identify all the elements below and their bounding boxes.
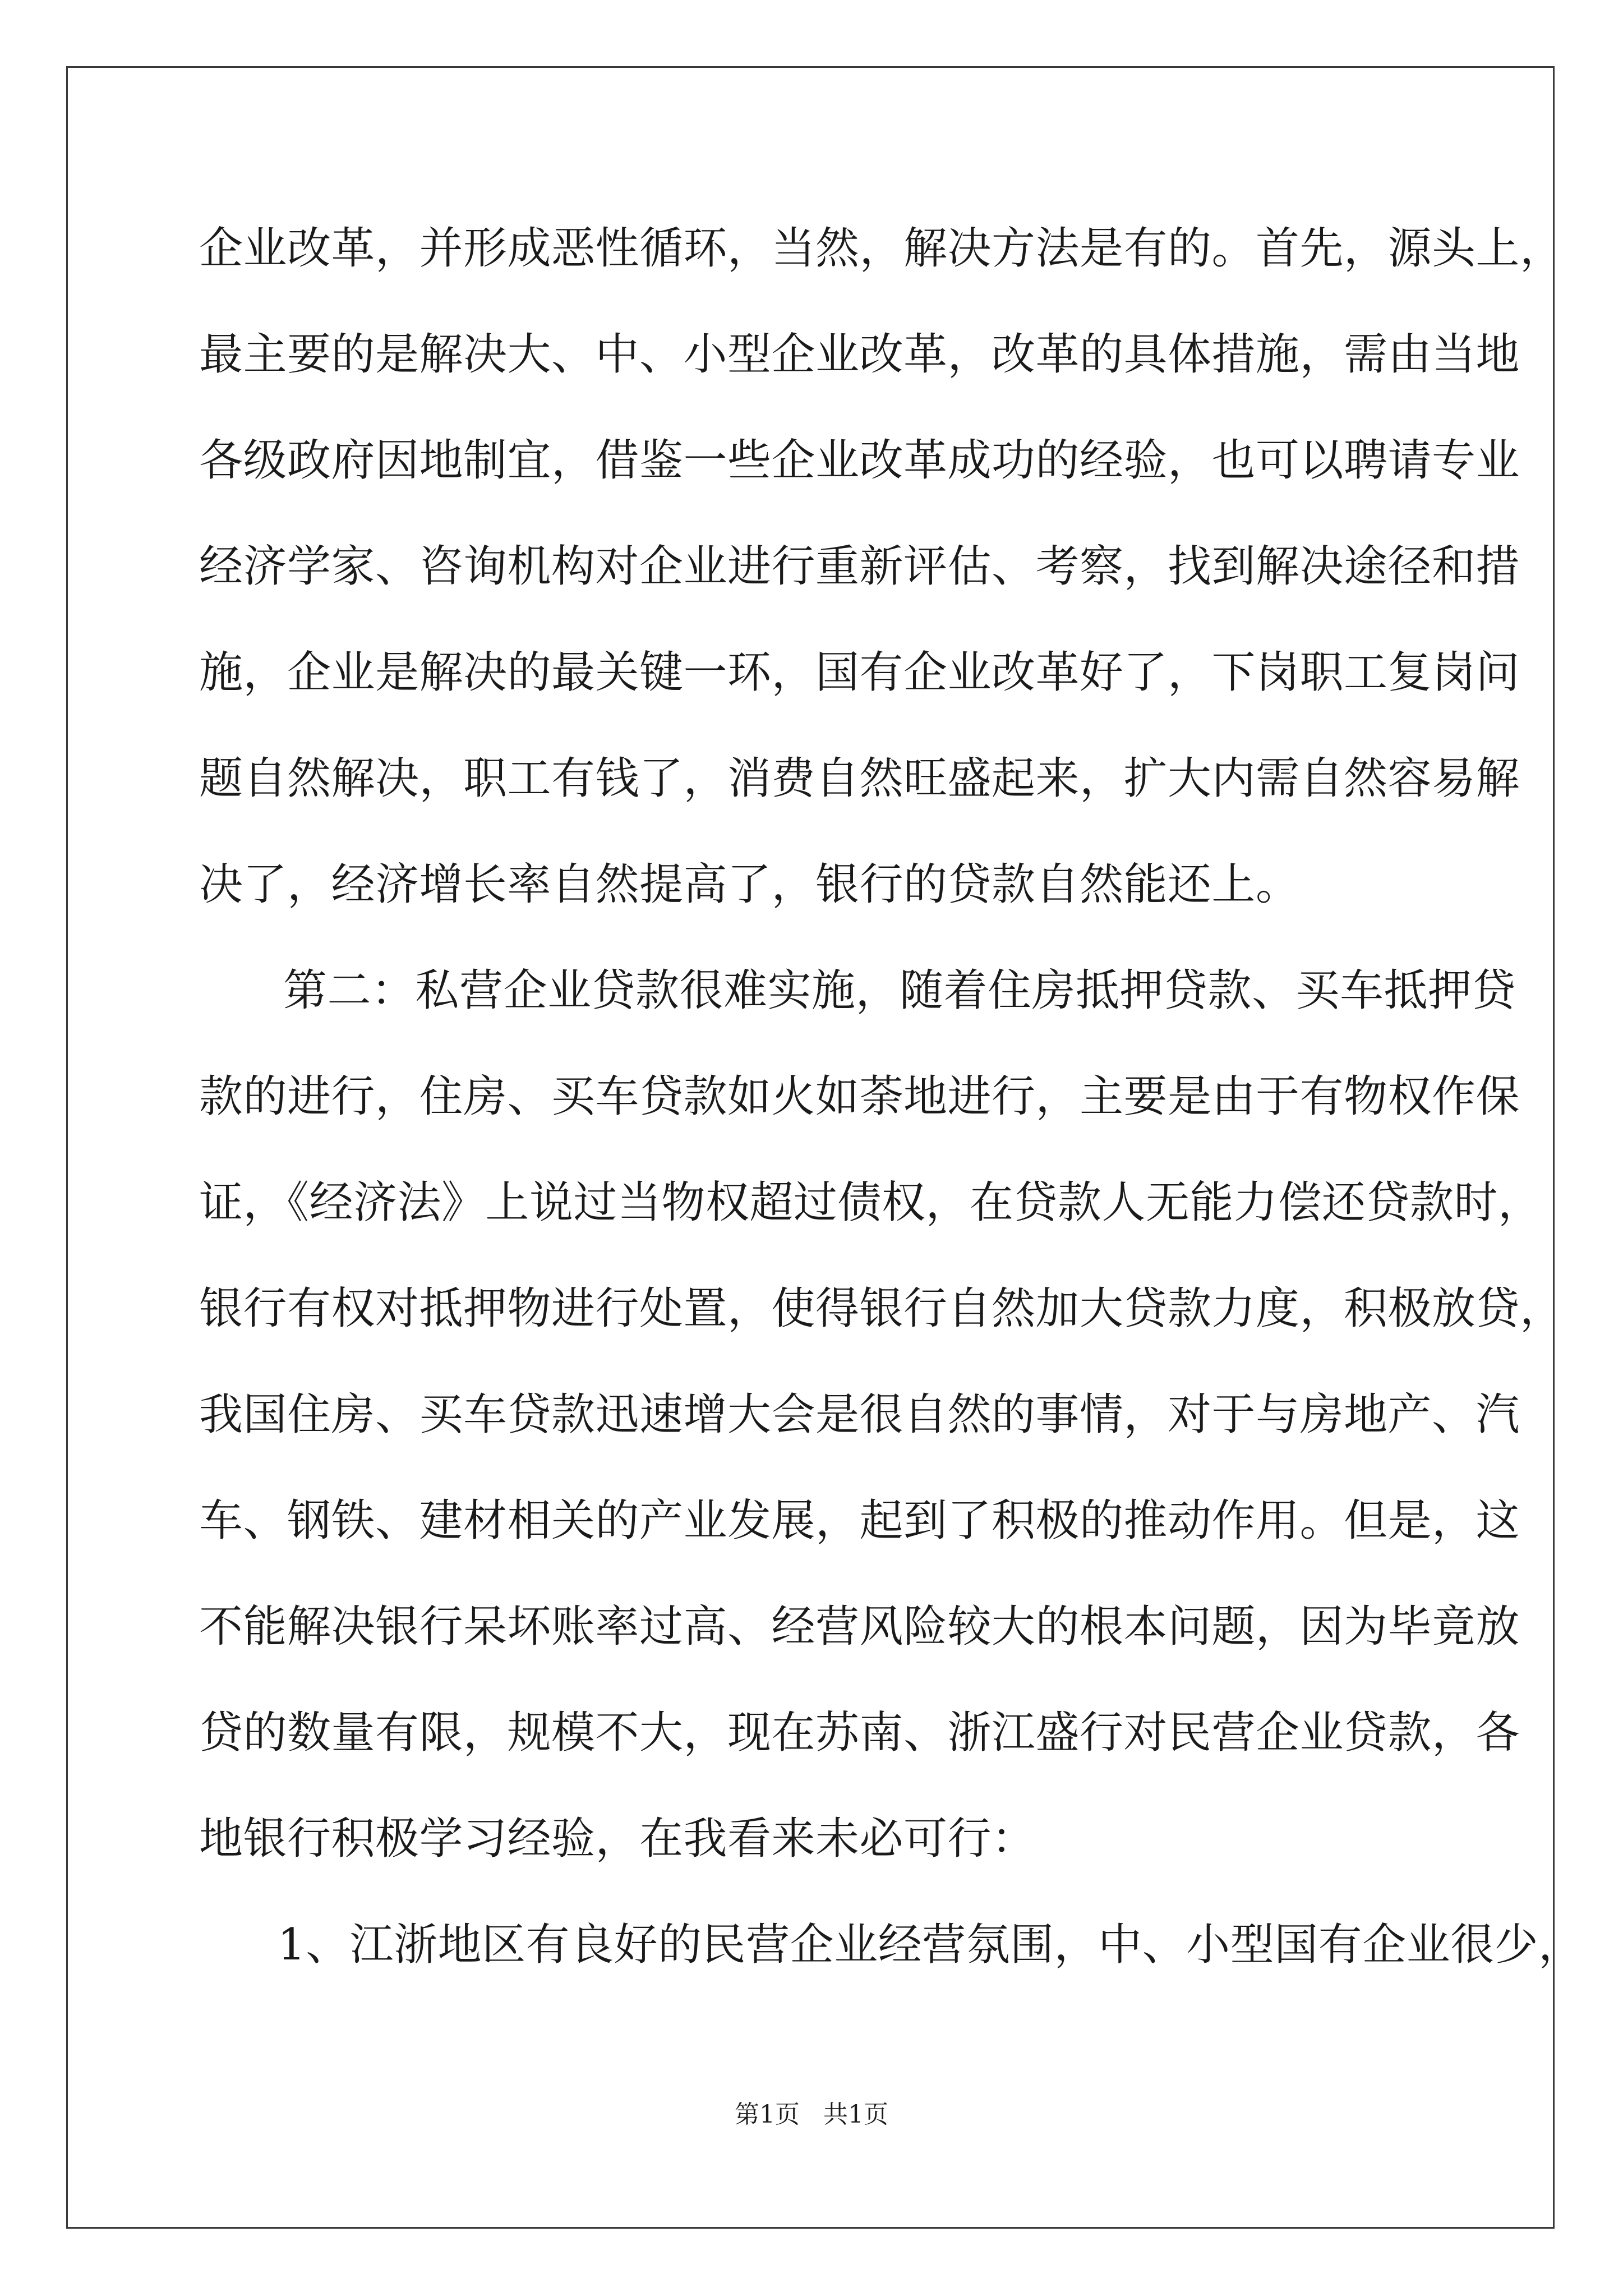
text-line: 地银行积极学习经验，在我看来未必可行： xyxy=(199,1814,1036,1864)
paragraph-first-line: 1、江浙地区有良好的民营企业经营氛围，中、小型国有企业很少， xyxy=(278,1920,1583,1970)
text-line: 题自然解决，职工有钱了，消费自然旺盛起来，扩大内需自然容易解 xyxy=(199,753,1520,804)
text-line: 最主要的是解决大、中、小型企业改革，改革的具体措施，需由当地 xyxy=(199,329,1520,380)
text-line: 不能解决银行呆坏账率过高、经营风险较大的根本问题，因为毕竟放 xyxy=(199,1602,1520,1652)
text-line: 企业改革，并形成恶性循环，当然，解决方法是有的。首先，源头上， xyxy=(199,223,1564,274)
text-line: 贷的数量有限，规模不大，现在苏南、浙江盛行对民营企业贷款，各 xyxy=(199,1708,1520,1758)
page-number: 第1页 共1页 xyxy=(735,2100,888,2129)
text-line: 证，《经济法》上说过当物权超过债权，在贷款人无能力偿还贷款时， xyxy=(199,1177,1542,1228)
text-line: 银行有权对抵押物进行处置，使得银行自然加大贷款力度，积极放贷， xyxy=(199,1283,1564,1334)
paragraph-first-line: 第二：私营企业贷款很难实施，随着住房抵押贷款、买车抵押贷 xyxy=(283,965,1516,1016)
page-frame xyxy=(66,66,1555,2229)
text-line: 我国住房、买车贷款迅速增大会是很自然的事情，对于与房地产、汽 xyxy=(199,1389,1520,1440)
text-line: 经济学家、咨询机构对企业进行重新评估、考察，找到解决途径和措 xyxy=(199,541,1520,592)
text-line: 款的进行，住房、买车贷款如火如荼地进行，主要是由于有物权作保 xyxy=(199,1071,1520,1122)
text-line: 施，企业是解决的最关键一环，国有企业改革好了，下岗职工复岗问 xyxy=(199,647,1520,698)
text-line: 车、钢铁、建材相关的产业发展，起到了积极的推动作用。但是，这 xyxy=(199,1496,1520,1546)
text-line: 各级政府因地制宜，借鉴一些企业改革成功的经验，也可以聘请专业 xyxy=(199,435,1520,486)
text-line: 决了，经济增长率自然提高了，银行的贷款自然能还上。 xyxy=(199,859,1300,910)
